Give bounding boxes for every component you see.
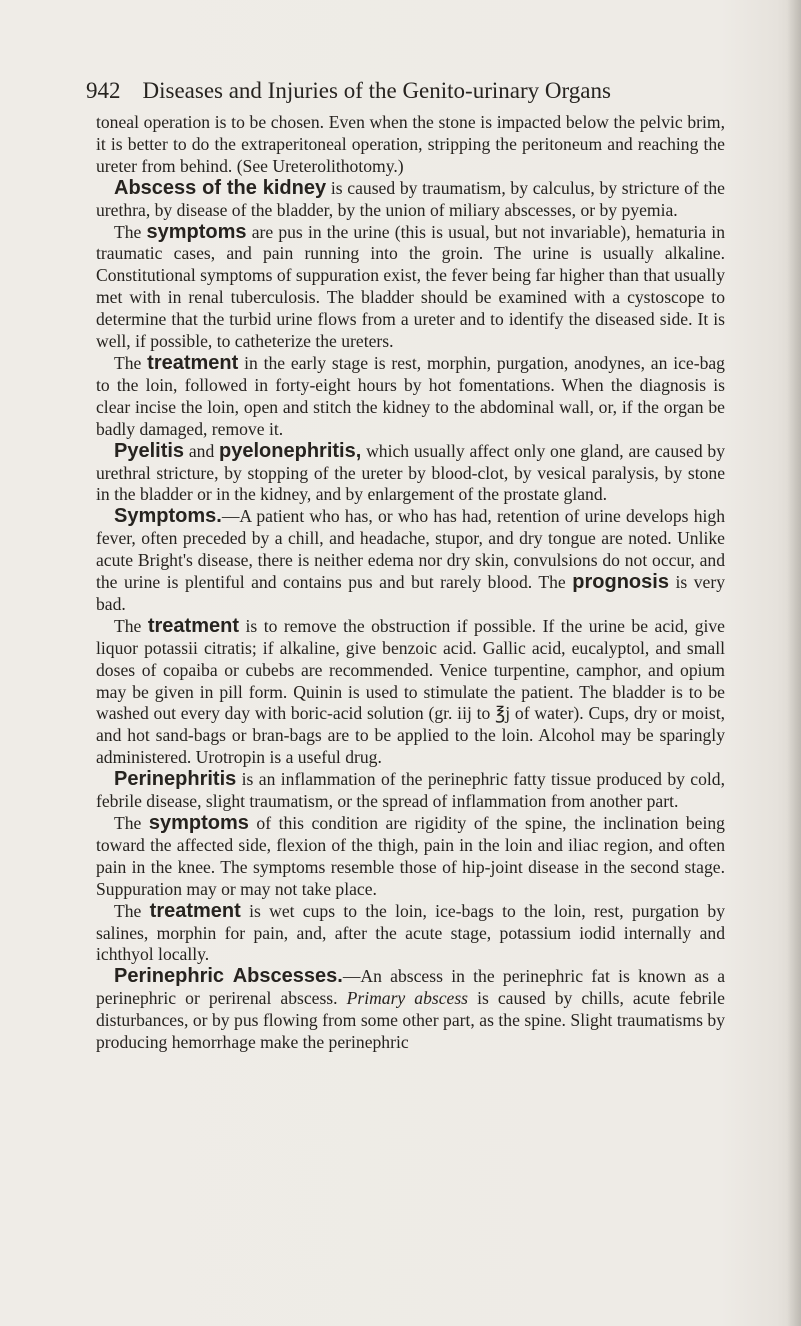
heading-symptoms-pyelitis: Symptoms. [114, 505, 222, 528]
paragraph-pyelitis-treatment: The treatment is to remove the obstruction if possible. If the urine be acid, give liquor potassii citratis; if alkaline, give benzoic acid. Gallic acid, eucalyptol, and small doses of copaiba or cubebs are recommended. Venice turpentine, camphor, and opium may be given in pill form. Quinin is used to stimulate the patient. The bladder is to be washed out every day with boric-acid solution (gr. iij to ℥j of water). Cups, dry or moist, and hot sand-bags or bran-bags are to be applied to the loin. Alcohol may be sparingly administered. Urotropin is a useful drug. [96, 614, 725, 768]
paragraph-abscess-treatment: The treatment in the early stage is rest, morphin, purgation, anodynes, an ice-bag to the loin, followed in forty-eight hours by hot fomentations. When the diagnosis is clear incise the loin, open and stitch the kidney to the abdominal wall, or, if the organ be badly damaged, remove it. [96, 351, 725, 439]
heading-treatment-perinephritis: treatment [149, 899, 241, 922]
heading-pyelonephritis: pyelonephritis, [219, 439, 362, 462]
page-number: 942 [86, 78, 121, 103]
heading-pyelitis: Pyelitis [114, 439, 185, 462]
heading-symptoms: symptoms [146, 220, 247, 243]
heading-perinephritis: Perinephritis [114, 768, 237, 791]
running-title: Diseases and Injuries of the Genito-urinary Organs [142, 78, 611, 103]
body-text [96, 112, 725, 1054]
paragraph-abscess-kidney: Abscess of the kidney is caused by traumatism, by calculus, by stricture of the urethra, by disease of the bladder, by the union of miliary abscesses, or by pyemia. [96, 176, 725, 220]
running-header [86, 77, 726, 105]
heading-treatment-pyelitis: treatment [147, 614, 239, 637]
heading-prognosis: prognosis [572, 571, 669, 594]
heading-abscess-kidney: Abscess of the kidney [114, 176, 327, 199]
heading-symptoms-perinephritis: symptoms [148, 812, 249, 834]
heading-treatment: treatment [147, 351, 239, 374]
paragraph-perinephritis: Perinephritis is an inflammation of the perinephric fatty tissue produced by cold, febrile disease, slight traumatism, or the spread of inflammation from another part. [96, 768, 725, 812]
page-edge-shadow [787, 0, 801, 1326]
paragraph-perinephric-abscesses: Perinephric Abscesses.—An abscess in the perinephric fat is known as a perinephric or perirenal abscess. Primary abscess is caused by chills, acute febrile disturbances, or by pus flowing from some other part, as the spine. Slight traumatisms by producing hemorrhage make the perinephric [96, 965, 725, 1053]
paragraph-continuation: toneal operation is to be chosen. Even when the stone is impacted below the pelvic brim, it is better to do the extraperitoneal operation, stripping the peritoneum and reaching the ureter from behind. (See Ureterolithotomy.) [96, 112, 725, 176]
paragraph-abscess-symptoms: The symptoms are pus in the urine (this is usual, but not invariable), hematuria in traumatic cases, and pain running into the groin. The urine is usually alkaline. Constitutional symptoms of suppuration exist, the fever being far higher than that usually met with in renal tuberculosis. The bladder should be examined with a cystoscope to determine that the turbid urine flows from a ureter and to identify the diseased side. It is well, if possible, to catheterize the ureters. [96, 220, 725, 352]
paragraph-pyelitis-symptoms: Symptoms.—A patient who has, or who has had, retention of urine develops high fever, often preceded by a chill, and headache, stupor, and dry tongue are noted. Unlike acute Bright's disease, there is neither edema nor dry skin, convulsions do not occur, and the urine is plentiful and contains pus and but rarely blood. The prognosis is very bad. [96, 505, 725, 614]
paragraph-perinephritis-treatment: The treatment is wet cups to the loin, ice-bags to the loin, rest, purgation by salines, morphin for pain, and, after the acute stage, potassium iodid internally and ichthyol locally. [96, 899, 725, 965]
heading-perinephric-abscesses: Perinephric Abscesses. [114, 965, 343, 988]
paragraph-pyelitis: Pyelitis and pyelonephritis, which usually affect only one gland, are caused by urethral stricture, by stopping of the ureter by blood-clot, by vesical paralysis, by stone in the bladder or in the kidney, and by enlargement of the prostate gland. [96, 439, 725, 505]
paragraph-perinephritis-symptoms: The symptoms of this condition are rigidity of the spine, the inclination being toward the affected side, flexion of the thigh, pain in the loin and iliac region, and often pain in the knee. The symptoms resemble those of hip-joint disease in the second stage. Suppuration may or may not take place. [96, 812, 725, 899]
